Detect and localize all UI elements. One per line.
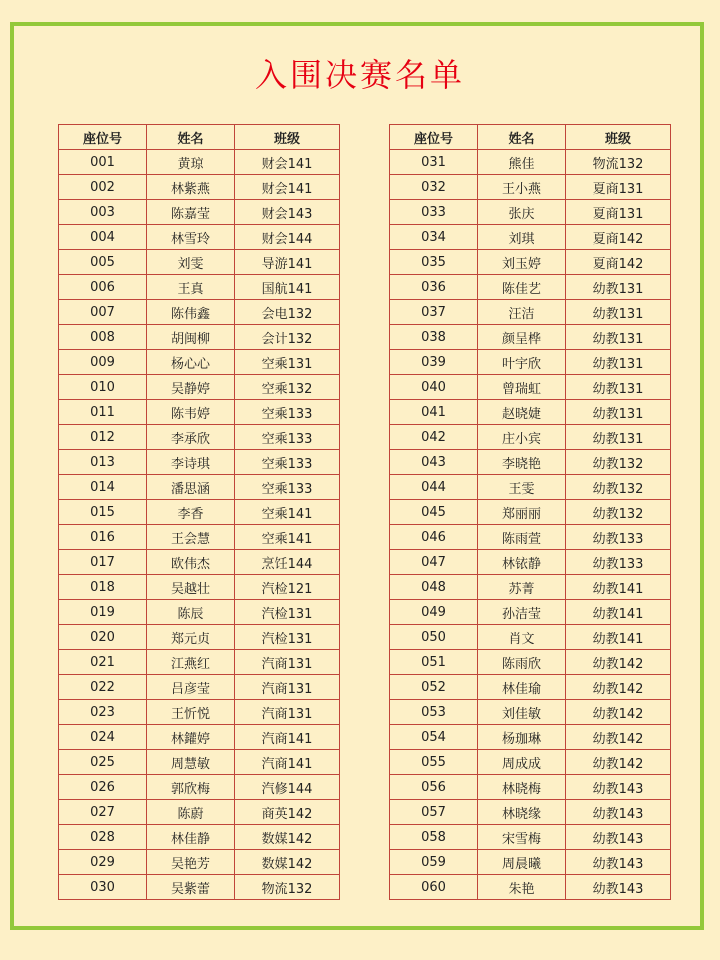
- class-cell: 汽检131: [235, 625, 340, 650]
- seat-cell: 043: [390, 450, 478, 475]
- table-row: [59, 350, 340, 375]
- class-cell: 幼教132: [566, 450, 671, 475]
- class-cell: 幼教141: [566, 575, 671, 600]
- table-row: [59, 675, 340, 700]
- seat-cell: 013: [59, 450, 147, 475]
- table-row: [390, 650, 671, 675]
- seat-cell: 023: [59, 700, 147, 725]
- class-cell: 幼教131: [566, 325, 671, 350]
- table-row: [390, 500, 671, 525]
- table-row: [59, 550, 340, 575]
- name-cell: 吴静婷: [147, 375, 235, 400]
- class-cell: 幼教143: [566, 775, 671, 800]
- seat-cell: 035: [390, 250, 478, 275]
- name-cell: 王真: [147, 275, 235, 300]
- table-row: [59, 200, 340, 225]
- table-row: [390, 725, 671, 750]
- class-cell: 空乘131: [235, 350, 340, 375]
- roster-table-left: [58, 124, 340, 900]
- table-row: [390, 150, 671, 175]
- table-row: [390, 775, 671, 800]
- seat-cell: 024: [59, 725, 147, 750]
- seat-cell: 032: [390, 175, 478, 200]
- table-row: [390, 525, 671, 550]
- class-cell: 汽商141: [235, 725, 340, 750]
- table-row: [390, 675, 671, 700]
- table-row: [390, 250, 671, 275]
- table-row: [59, 275, 340, 300]
- name-cell: 李承欣: [147, 425, 235, 450]
- table-row: [390, 400, 671, 425]
- name-cell: 赵晓婕: [478, 400, 566, 425]
- name-cell: 郑丽丽: [478, 500, 566, 525]
- seat-cell: 027: [59, 800, 147, 825]
- class-cell: 幼教141: [566, 600, 671, 625]
- class-cell: 财会144: [235, 225, 340, 250]
- name-cell: 潘思涵: [147, 475, 235, 500]
- name-cell: 陈佳艺: [478, 275, 566, 300]
- seat-cell: 010: [59, 375, 147, 400]
- table-row: [390, 875, 671, 900]
- seat-cell: 021: [59, 650, 147, 675]
- name-cell: 周晨曦: [478, 850, 566, 875]
- name-cell: 肖文: [478, 625, 566, 650]
- class-cell: 商英142: [235, 800, 340, 825]
- name-cell: 李诗琪: [147, 450, 235, 475]
- class-cell: 数媒142: [235, 850, 340, 875]
- table-row: [59, 625, 340, 650]
- table-row: [59, 600, 340, 625]
- class-cell: 空乘133: [235, 475, 340, 500]
- class-cell: 会计132: [235, 325, 340, 350]
- name-cell: 叶宇欣: [478, 350, 566, 375]
- seat-cell: 018: [59, 575, 147, 600]
- seat-cell: 056: [390, 775, 478, 800]
- header-class: 班级: [566, 125, 671, 150]
- table-row: [390, 700, 671, 725]
- class-cell: 幼教131: [566, 300, 671, 325]
- table-row: [59, 700, 340, 725]
- class-cell: 汽商131: [235, 650, 340, 675]
- name-cell: 陈雨欣: [478, 650, 566, 675]
- table-row: [390, 550, 671, 575]
- seat-cell: 059: [390, 850, 478, 875]
- seat-cell: 058: [390, 825, 478, 850]
- class-cell: 夏商142: [566, 250, 671, 275]
- seat-cell: 011: [59, 400, 147, 425]
- name-cell: 孙洁莹: [478, 600, 566, 625]
- name-cell: 熊佳: [478, 150, 566, 175]
- class-cell: 财会143: [235, 200, 340, 225]
- table-row: [390, 425, 671, 450]
- seat-cell: 046: [390, 525, 478, 550]
- seat-cell: 039: [390, 350, 478, 375]
- seat-cell: 051: [390, 650, 478, 675]
- roster-table-right: [389, 124, 671, 900]
- table-row: [390, 825, 671, 850]
- table-row: [59, 225, 340, 250]
- seat-cell: 033: [390, 200, 478, 225]
- seat-cell: 022: [59, 675, 147, 700]
- name-cell: 林佳静: [147, 825, 235, 850]
- class-cell: 导游141: [235, 250, 340, 275]
- seat-cell: 003: [59, 200, 147, 225]
- name-cell: 吴越壮: [147, 575, 235, 600]
- name-cell: 庄小宾: [478, 425, 566, 450]
- seat-cell: 017: [59, 550, 147, 575]
- table-row: [59, 150, 340, 175]
- name-cell: 周成成: [478, 750, 566, 775]
- class-cell: 汽检131: [235, 600, 340, 625]
- name-cell: 陈韦婷: [147, 400, 235, 425]
- header-name: 姓名: [478, 125, 566, 150]
- table-row: [59, 300, 340, 325]
- seat-cell: 045: [390, 500, 478, 525]
- seat-cell: 042: [390, 425, 478, 450]
- name-cell: 郭欣梅: [147, 775, 235, 800]
- name-cell: 林晓缘: [478, 800, 566, 825]
- seat-cell: 015: [59, 500, 147, 525]
- table-row: [390, 275, 671, 300]
- seat-cell: 019: [59, 600, 147, 625]
- name-cell: 颜呈桦: [478, 325, 566, 350]
- class-cell: 夏商131: [566, 200, 671, 225]
- class-cell: 会电132: [235, 300, 340, 325]
- seat-cell: 034: [390, 225, 478, 250]
- name-cell: 胡闽柳: [147, 325, 235, 350]
- class-cell: 幼教142: [566, 750, 671, 775]
- name-cell: 林佳瑜: [478, 675, 566, 700]
- seat-cell: 047: [390, 550, 478, 575]
- name-cell: 李晓艳: [478, 450, 566, 475]
- name-cell: 刘雯: [147, 250, 235, 275]
- seat-cell: 054: [390, 725, 478, 750]
- table-row: [59, 875, 340, 900]
- seat-cell: 029: [59, 850, 147, 875]
- class-cell: 汽商131: [235, 675, 340, 700]
- name-cell: 郑元贞: [147, 625, 235, 650]
- table-row: [59, 375, 340, 400]
- table-row: [59, 475, 340, 500]
- table-row: [59, 450, 340, 475]
- seat-cell: 044: [390, 475, 478, 500]
- seat-cell: 031: [390, 150, 478, 175]
- table-row: [59, 175, 340, 200]
- seat-cell: 060: [390, 875, 478, 900]
- class-cell: 幼教131: [566, 275, 671, 300]
- seat-cell: 050: [390, 625, 478, 650]
- name-cell: 吴紫蕾: [147, 875, 235, 900]
- class-cell: 幼教142: [566, 700, 671, 725]
- table-row: [390, 475, 671, 500]
- name-cell: 陈雨萱: [478, 525, 566, 550]
- seat-cell: 028: [59, 825, 147, 850]
- class-cell: 幼教141: [566, 625, 671, 650]
- seat-cell: 009: [59, 350, 147, 375]
- seat-cell: 030: [59, 875, 147, 900]
- seat-cell: 014: [59, 475, 147, 500]
- table-row: [390, 750, 671, 775]
- name-cell: 林紫燕: [147, 175, 235, 200]
- name-cell: 王忻悦: [147, 700, 235, 725]
- seat-cell: 055: [390, 750, 478, 775]
- table-header-row: [390, 125, 671, 150]
- seat-cell: 002: [59, 175, 147, 200]
- name-cell: 杨心心: [147, 350, 235, 375]
- class-cell: 幼教143: [566, 825, 671, 850]
- name-cell: 王雯: [478, 475, 566, 500]
- table-row: [390, 600, 671, 625]
- seat-cell: 008: [59, 325, 147, 350]
- header-name: 姓名: [147, 125, 235, 150]
- name-cell: 林雪玲: [147, 225, 235, 250]
- seat-cell: 036: [390, 275, 478, 300]
- name-cell: 周慧敏: [147, 750, 235, 775]
- table-row: [390, 625, 671, 650]
- name-cell: 陈伟鑫: [147, 300, 235, 325]
- class-cell: 汽商141: [235, 750, 340, 775]
- name-cell: 吕彦莹: [147, 675, 235, 700]
- class-cell: 国航141: [235, 275, 340, 300]
- seat-cell: 004: [59, 225, 147, 250]
- seat-cell: 040: [390, 375, 478, 400]
- seat-cell: 048: [390, 575, 478, 600]
- seat-cell: 038: [390, 325, 478, 350]
- class-cell: 幼教132: [566, 475, 671, 500]
- class-cell: 物流132: [235, 875, 340, 900]
- name-cell: 刘佳敏: [478, 700, 566, 725]
- table-row: [59, 750, 340, 775]
- class-cell: 空乘132: [235, 375, 340, 400]
- header-seat: 座位号: [390, 125, 478, 150]
- table-row: [390, 850, 671, 875]
- table-row: [390, 800, 671, 825]
- table-row: [390, 175, 671, 200]
- table-row: [390, 350, 671, 375]
- table-row: [390, 575, 671, 600]
- name-cell: 林鑵婷: [147, 725, 235, 750]
- table-row: [59, 500, 340, 525]
- class-cell: 汽商131: [235, 700, 340, 725]
- name-cell: 王会慧: [147, 525, 235, 550]
- seat-cell: 057: [390, 800, 478, 825]
- table-row: [59, 800, 340, 825]
- class-cell: 幼教143: [566, 850, 671, 875]
- name-cell: 欧伟杰: [147, 550, 235, 575]
- name-cell: 李香: [147, 500, 235, 525]
- name-cell: 陈辰: [147, 600, 235, 625]
- seat-cell: 006: [59, 275, 147, 300]
- class-cell: 幼教132: [566, 500, 671, 525]
- name-cell: 曾瑞虹: [478, 375, 566, 400]
- class-cell: 财会141: [235, 175, 340, 200]
- table-row: [390, 325, 671, 350]
- table-row: [390, 450, 671, 475]
- seat-cell: 025: [59, 750, 147, 775]
- name-cell: 杨珈琳: [478, 725, 566, 750]
- name-cell: 刘玉婷: [478, 250, 566, 275]
- class-cell: 空乘141: [235, 500, 340, 525]
- table-row: [59, 325, 340, 350]
- class-cell: 幼教142: [566, 675, 671, 700]
- table-row: [59, 825, 340, 850]
- table-row: [59, 725, 340, 750]
- seat-cell: 026: [59, 775, 147, 800]
- table-row: [390, 200, 671, 225]
- header-seat: 座位号: [59, 125, 147, 150]
- table-header-row: [59, 125, 340, 150]
- name-cell: 陈嘉莹: [147, 200, 235, 225]
- class-cell: 幼教143: [566, 800, 671, 825]
- name-cell: 黄琼: [147, 150, 235, 175]
- table-row: [59, 575, 340, 600]
- table-row: [59, 425, 340, 450]
- table-row: [59, 400, 340, 425]
- seat-cell: 020: [59, 625, 147, 650]
- name-cell: 苏菁: [478, 575, 566, 600]
- name-cell: 林铱静: [478, 550, 566, 575]
- seat-cell: 016: [59, 525, 147, 550]
- name-cell: 江燕红: [147, 650, 235, 675]
- seat-cell: 012: [59, 425, 147, 450]
- table-row: [390, 300, 671, 325]
- class-cell: 幼教142: [566, 725, 671, 750]
- class-cell: 夏商142: [566, 225, 671, 250]
- class-cell: 幼教133: [566, 550, 671, 575]
- class-cell: 财会141: [235, 150, 340, 175]
- page-title: 入围决赛名单: [254, 56, 465, 94]
- class-cell: 空乘133: [235, 400, 340, 425]
- class-cell: 汽检121: [235, 575, 340, 600]
- class-cell: 幼教131: [566, 400, 671, 425]
- name-cell: 张庆: [478, 200, 566, 225]
- name-cell: 陈蔚: [147, 800, 235, 825]
- header-class: 班级: [235, 125, 340, 150]
- class-cell: 幼教131: [566, 425, 671, 450]
- class-cell: 夏商131: [566, 175, 671, 200]
- seat-cell: 053: [390, 700, 478, 725]
- table-row: [59, 775, 340, 800]
- name-cell: 朱艳: [478, 875, 566, 900]
- name-cell: 刘琪: [478, 225, 566, 250]
- name-cell: 宋雪梅: [478, 825, 566, 850]
- table-row: [59, 250, 340, 275]
- table-row: [59, 650, 340, 675]
- class-cell: 数媒142: [235, 825, 340, 850]
- class-cell: 幼教131: [566, 375, 671, 400]
- table-row: [59, 525, 340, 550]
- name-cell: 王小燕: [478, 175, 566, 200]
- class-cell: 空乘133: [235, 425, 340, 450]
- seat-cell: 041: [390, 400, 478, 425]
- name-cell: 汪洁: [478, 300, 566, 325]
- table-row: [390, 375, 671, 400]
- class-cell: 幼教133: [566, 525, 671, 550]
- class-cell: 烹饪144: [235, 550, 340, 575]
- class-cell: 幼教143: [566, 875, 671, 900]
- class-cell: 幼教142: [566, 650, 671, 675]
- table-row: [390, 225, 671, 250]
- class-cell: 幼教131: [566, 350, 671, 375]
- seat-cell: 052: [390, 675, 478, 700]
- class-cell: 空乘141: [235, 525, 340, 550]
- seat-cell: 007: [59, 300, 147, 325]
- class-cell: 汽修144: [235, 775, 340, 800]
- class-cell: 物流132: [566, 150, 671, 175]
- seat-cell: 049: [390, 600, 478, 625]
- seat-cell: 001: [59, 150, 147, 175]
- class-cell: 空乘133: [235, 450, 340, 475]
- name-cell: 吴艳芳: [147, 850, 235, 875]
- table-row: [59, 850, 340, 875]
- seat-cell: 005: [59, 250, 147, 275]
- name-cell: 林晓梅: [478, 775, 566, 800]
- seat-cell: 037: [390, 300, 478, 325]
